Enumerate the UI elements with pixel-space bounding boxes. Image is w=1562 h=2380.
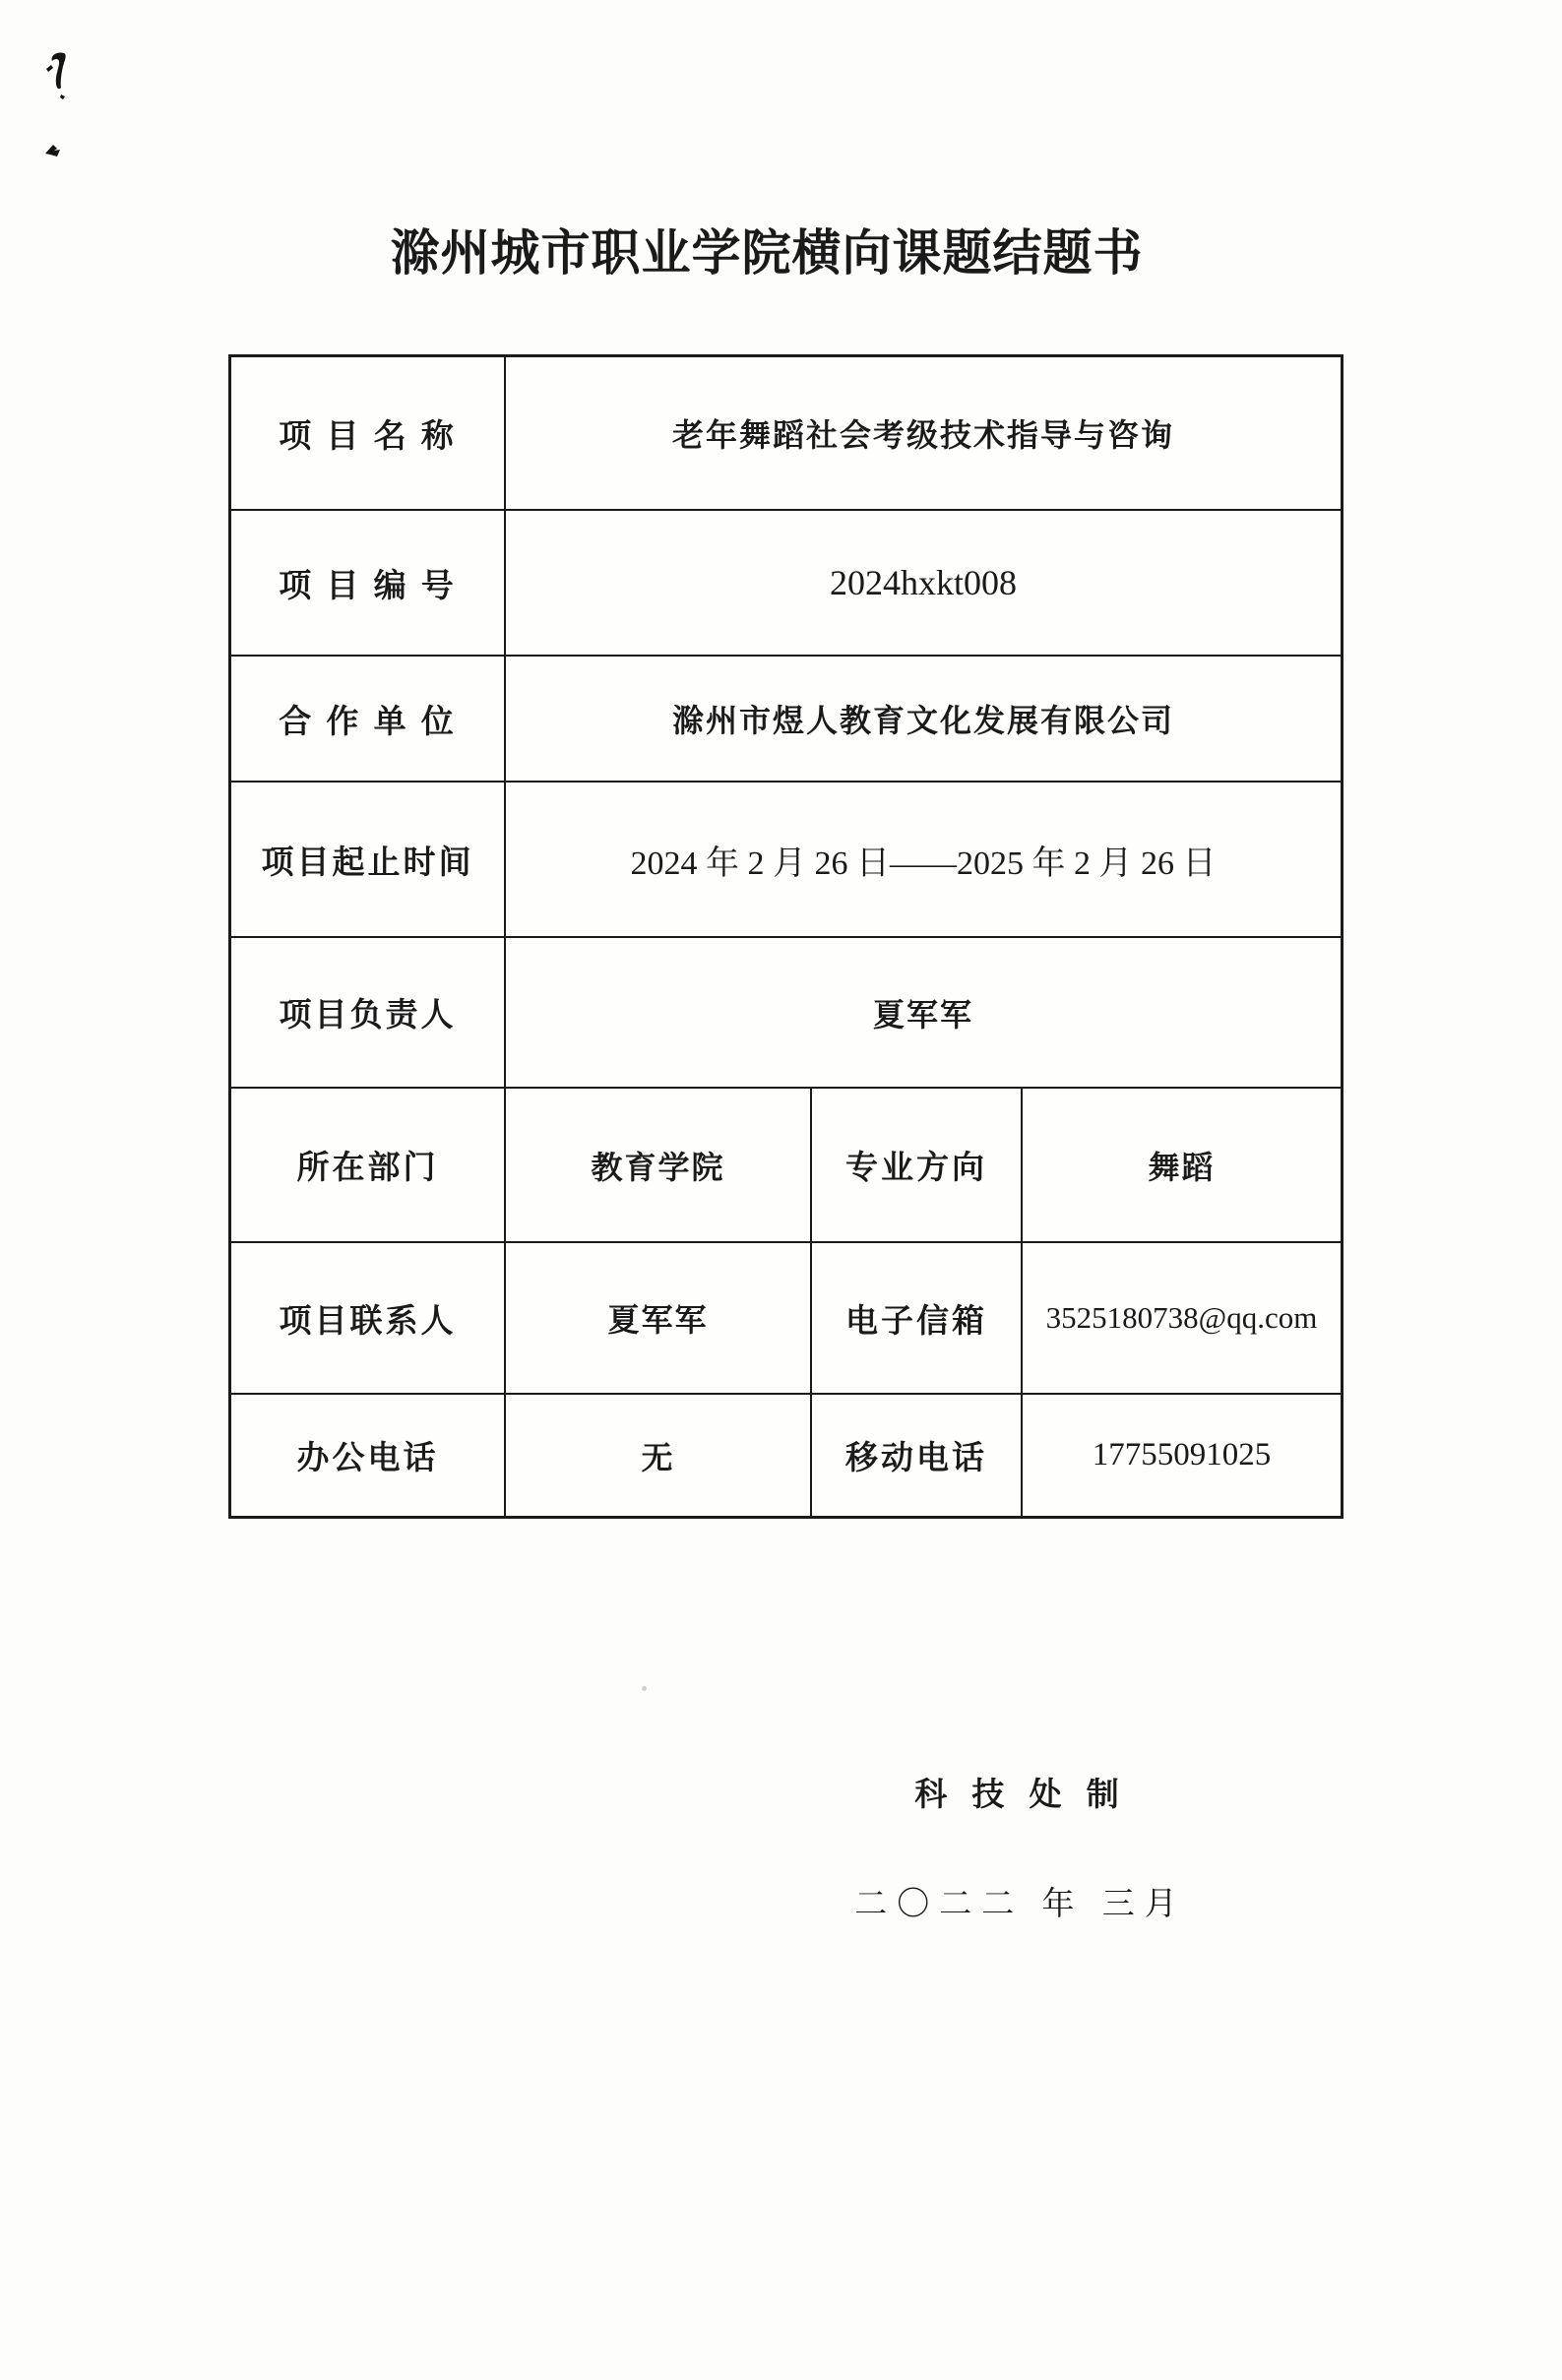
ink-smudge-check: [43, 141, 67, 164]
document-title: 滁州城市职业学院横向课题结题书: [390, 225, 1144, 281]
partner-org-label: 合 作 单 位: [231, 657, 506, 783]
office-phone-value: 无: [506, 1395, 812, 1516]
project-duration-label: 项目起止时间: [231, 783, 506, 938]
email-label: 电子信箱: [812, 1243, 1023, 1395]
major-direction-label: 专业方向: [812, 1089, 1023, 1243]
project-name-value: 老年舞蹈社会考级技术指导与咨询: [506, 357, 1341, 511]
ink-smudge-hook: [43, 49, 73, 100]
department-label: 所在部门: [231, 1089, 506, 1243]
major-direction-value: 舞蹈: [1023, 1089, 1341, 1243]
department-value: 教育学院: [506, 1089, 812, 1243]
project-code-label: 项 目 编 号: [231, 511, 506, 657]
contact-person-value: 夏军军: [506, 1243, 812, 1395]
date-line: 二〇二二 年 三月: [854, 1887, 1187, 1922]
project-info-table: [228, 354, 1343, 1519]
project-duration-value: 2024 年 2 月 26 日——2025 年 2 月 26 日: [506, 783, 1341, 938]
email-value: 3525180738@qq.com: [1023, 1243, 1341, 1395]
project-name-label: 项 目 名 称: [231, 357, 506, 511]
mobile-phone-label: 移动电话: [812, 1395, 1023, 1516]
scan-speck: [642, 1686, 647, 1691]
office-phone-label: 办公电话: [231, 1395, 506, 1516]
mobile-phone-value: 17755091025: [1092, 1437, 1272, 1472]
contact-person-label: 项目联系人: [231, 1243, 506, 1395]
project-leader-value: 夏军军: [506, 938, 1341, 1089]
partner-org-value: 滁州市煜人教育文化发展有限公司: [506, 657, 1341, 783]
issuer-line: 科 技 处 制: [914, 1776, 1127, 1812]
project-leader-label: 项目负责人: [231, 938, 506, 1089]
project-code-value: 2024hxkt008: [506, 511, 1341, 657]
